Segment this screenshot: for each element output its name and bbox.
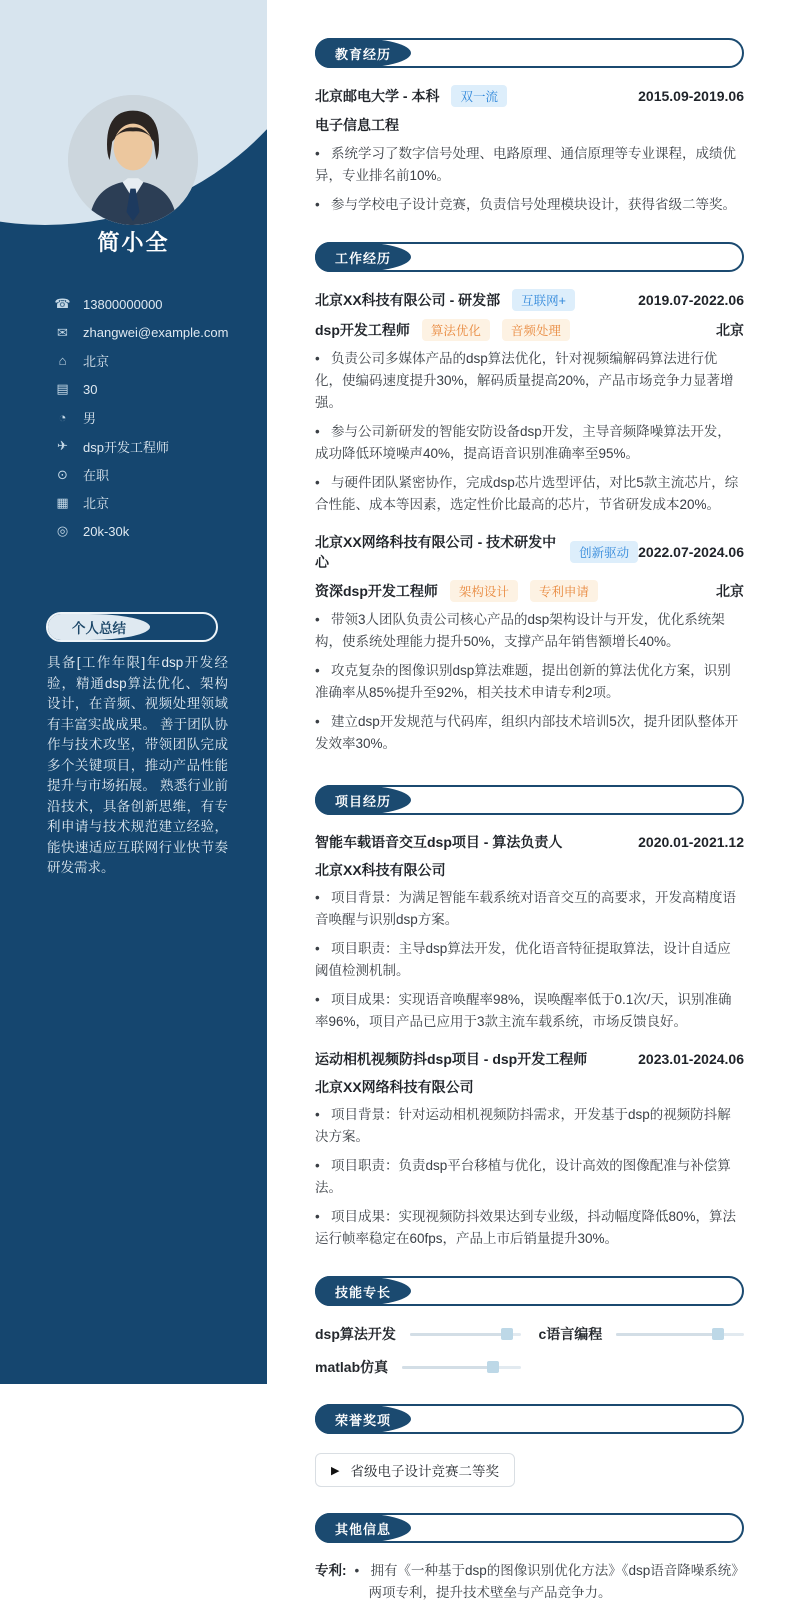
contact-value: 北京	[83, 354, 110, 370]
honor-label: 省级电子设计竞赛二等奖	[350, 1464, 499, 1479]
work-entry-role-row	[315, 580, 744, 602]
skill-name: dsp算法开发	[315, 1326, 396, 1342]
contact-status	[54, 460, 264, 488]
section-header-skills	[315, 1276, 744, 1306]
contact-value: 在职	[83, 468, 110, 484]
job-tag: 算法优化	[422, 319, 490, 341]
work-entry-title-row	[315, 289, 744, 311]
avatar-illustration	[68, 95, 198, 225]
skill-item	[315, 1356, 521, 1378]
job-tag: 音频处理	[502, 319, 570, 341]
project-bullet: • 项目成果：实现视频防抖效果达到专业级，抖动幅度降低80%，算法运行帧率稳定在60fps，产品上市后销量提升30%。	[315, 1206, 744, 1250]
summary-title: 个人总结	[48, 614, 150, 640]
project-name: 运动相机视频防抖dsp项目 - dsp开发工程师	[315, 1051, 588, 1067]
education-date: 2015.09-2019.06	[638, 88, 744, 104]
skill-slider-handle	[487, 1361, 499, 1373]
contact-value: zhangwei@example.com	[83, 325, 229, 341]
contact-phone	[54, 290, 264, 318]
section-title-education: 教育经历	[315, 38, 411, 68]
skill-slider-fill	[410, 1333, 507, 1336]
project-bullet: • 项目背景：针对运动相机视频防抖需求，开发基于dsp的视频防抖解决方案。	[315, 1104, 744, 1148]
contact-value: 13800000000	[83, 296, 163, 312]
skill-slider	[410, 1333, 521, 1336]
work-bullet: • 负责公司多媒体产品的dsp算法优化，针对视频编解码算法进行优化，使编码速度提升30%，解码质量提高20%，产品市场竞争力显著增强。	[315, 348, 744, 414]
contact-age	[54, 375, 264, 403]
school-badge: 双一流	[451, 85, 507, 107]
other-info-row	[315, 1560, 744, 1604]
work-bullet: • 参与公司新研发的智能安防设备dsp开发，主导音频降噪算法开发，成功降低环境噪声40%，提高语音识别准确率至95%。	[315, 421, 744, 465]
skill-slider-handle	[712, 1328, 724, 1340]
school-name: 北京邮电大学 - 本科	[315, 88, 440, 104]
work-bullet: • 与硬件团队紧密协作，完成dsp芯片选型评估，对比5款主流芯片，综合性能、成本等因素，选定性价比最高的芯片，节省研发成本20%。	[315, 472, 744, 516]
project-company: 北京XX网络科技有限公司	[315, 1079, 474, 1095]
project-date: 2020.01-2021.12	[638, 834, 744, 850]
honor-item	[315, 1453, 515, 1487]
project-date: 2023.01-2024.06	[638, 1051, 744, 1067]
section-title-work: 工作经历	[315, 242, 411, 272]
skill-slider	[616, 1333, 744, 1336]
section-title-projects: 项目经历	[315, 785, 411, 815]
work-bullet: • 带领3人团队负责公司核心产品的dsp架构设计与开发，优化系统架构，使系统处理能力提升50%，支撑产品年销售额增长40%。	[315, 609, 744, 653]
section-header-honors	[315, 1404, 744, 1434]
work-location: 北京	[716, 583, 744, 599]
contact-value: 20k-30k	[83, 523, 130, 539]
summary-section-header	[46, 612, 218, 642]
project-name: 智能车载语音交互dsp项目 - 算法负责人	[315, 834, 563, 850]
major: 电子信息工程	[315, 117, 399, 133]
education-bullet: • 系统学习了数字信号处理、电路原理、通信原理等专业课程，成绩优异，专业排名前10%。	[315, 143, 744, 187]
summary-text: 具备[工作年限]年dsp开发经验，精通dsp算法优化、架构设计，在音频、视频处理领域有丰富实战成果。 善于团队协作与技术攻坚，带领团队完成多个关键项目，推动产品性能提升与市场拓展。 熟悉行业前沿技术，具备创新思维，有专利申请与技术规范建立经验，能快速适应互联网行业快节奏研发需求。	[47, 655, 228, 875]
avatar	[68, 95, 198, 225]
contact-location	[54, 347, 264, 375]
resume-main	[267, 0, 794, 1600]
contact-city	[54, 489, 264, 517]
contact-salary	[54, 517, 264, 545]
age-icon: ▤	[56, 381, 69, 397]
project-entry-title-row	[315, 832, 744, 852]
skill-item	[539, 1323, 745, 1345]
job-title: 资深dsp开发工程师	[315, 583, 438, 599]
work-entry-title-row	[315, 532, 744, 572]
contact-value: dsp开发工程师	[83, 439, 169, 455]
status-icon: ⊙	[57, 466, 68, 482]
project-bullet: • 项目背景：为满足智能车载系统对语音交互的高要求，开发高精度语音唤醒与识别dsp方案。	[315, 887, 744, 931]
project-bullet: • 项目职责：主导dsp算法开发，优化语音特征提取算法，设计自适应阈值检测机制。	[315, 938, 744, 982]
company-badge: 创新驱动	[570, 541, 638, 563]
contact-job	[54, 432, 264, 460]
company-name: 北京XX网络科技有限公司 - 技术研发中心	[315, 534, 557, 570]
skill-slider-fill	[402, 1366, 493, 1369]
job-tag: 架构设计	[450, 580, 518, 602]
education-entry-title-row	[315, 85, 744, 107]
job-tag: 专利申请	[530, 580, 598, 602]
contact-email	[54, 318, 264, 346]
salary-icon: ◎	[56, 523, 69, 539]
section-header-other	[315, 1513, 744, 1543]
contact-list	[54, 290, 264, 546]
project-bullet: • 项目成果：实现语音唤醒率98%，误唤醒率低于0.1次/天，识别准确率96%，项目产品已应用于3款主流车载系统，市场反馈良好。	[315, 989, 744, 1033]
job-icon: ✈	[57, 438, 68, 454]
gender-icon: ◔	[58, 410, 67, 426]
company-name: 北京XX科技有限公司 - 研发部	[315, 292, 501, 308]
skills-grid	[315, 1323, 744, 1378]
work-location: 北京	[716, 322, 744, 338]
skill-item	[315, 1323, 521, 1345]
skill-name: c语言编程	[538, 1326, 603, 1342]
play-triangle-icon: ▶	[331, 1464, 340, 1477]
email-icon: ✉	[57, 324, 68, 340]
contact-value: 北京	[83, 496, 110, 512]
skill-slider	[402, 1366, 520, 1369]
work-bullet: • 建立dsp开发规范与代码库，组织内部技术培训5次，提升团队整体开发效率30%。	[315, 711, 744, 755]
sidebar	[0, 0, 267, 1384]
location-icon: ⌂	[58, 353, 67, 369]
skill-name: matlab仿真	[315, 1359, 389, 1375]
section-header-education	[315, 38, 744, 68]
work-date: 2019.07-2022.06	[638, 292, 744, 308]
phone-icon: ☎	[54, 296, 71, 312]
candidate-name: 简小全	[97, 230, 170, 255]
section-title-skills: 技能专长	[315, 1276, 411, 1306]
section-header-projects	[315, 785, 744, 815]
section-header-work	[315, 242, 744, 272]
section-title-other: 其他信息	[315, 1513, 411, 1543]
city-icon: ▦	[56, 494, 69, 510]
work-bullet: • 攻克复杂的图像识别dsp算法难题，提出创新的算法优化方案，识别准确率从85%提升至92%，相关技术申请专利2项。	[315, 660, 744, 704]
patent-label: 专利:	[315, 1563, 347, 1578]
project-company: 北京XX科技有限公司	[315, 862, 446, 878]
skill-slider-fill	[616, 1333, 718, 1336]
work-entry-role-row	[315, 319, 744, 341]
section-title-honors: 荣誉奖项	[315, 1404, 411, 1434]
contact-value: 男	[83, 411, 97, 427]
education-bullet: • 参与学校电子设计竞赛，负责信号处理模块设计，获得省级二等奖。	[315, 194, 744, 216]
patent-text: • 拥有《一种基于dsp的图像识别优化方法》《dsp语音降噪系统》两项专利，提升技术壁垒与产品竞争力。	[355, 1560, 745, 1604]
contact-gender	[54, 404, 264, 432]
contact-value: 30	[83, 381, 98, 397]
skill-slider-handle	[501, 1328, 513, 1340]
project-bullet: • 项目职责：负责dsp平台移植与优化，设计高效的图像配准与补偿算法。	[315, 1155, 744, 1199]
job-title: dsp开发工程师	[315, 322, 410, 338]
company-badge: 互联网+	[512, 289, 575, 311]
work-date: 2022.07-2024.06	[638, 544, 744, 560]
project-entry-title-row	[315, 1049, 744, 1069]
